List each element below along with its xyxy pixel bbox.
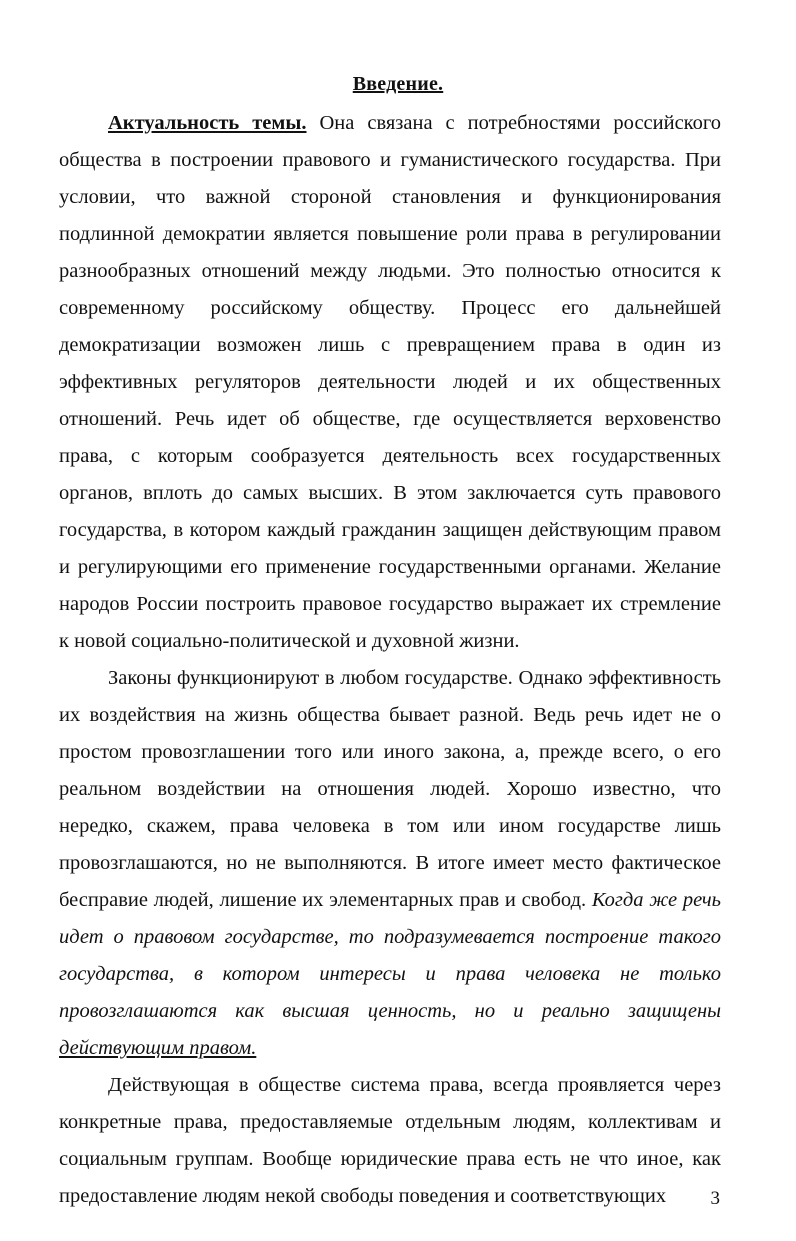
- paragraph-text: Действующая в обществе система права, всегда проявляется через конкретные права, предоставляемые отдельным людям, коллективам и социальным группам. Вообще юридические права есть не что иное, как предоставление людям некой свободы поведения и соответствующих: [59, 1074, 721, 1207]
- body-text: [59, 105, 721, 1215]
- paragraph-system-of-law: [59, 1067, 721, 1215]
- paragraph-relevance: [59, 105, 721, 660]
- section-heading: Введение.: [352, 73, 444, 95]
- paragraph-text: Она связана с потребностями российского общества в построении правового и гуманистического государства. При условии, что важной стороной становления и функционирования подлинной демократии является повышение роли права в регулировании разнообразных отношений между людьми. Это полностью относится к современному российскому обществу. Процесс его дальнейшей демократизации возможен лишь с превращением права в один из эффективных регуляторов деятельности людей и их общественных отношений. Речь идет об обществе, где осуществляется верховенство права, с которым сообразуется деятельность всех государственных органов, вплоть до самых высших. В этом заключается суть правового государства, в котором каждый гражданин защищен действующим правом и регулирующими его применение государственными органами. Желание народов России построить правовое государство выражает их стремление к новой социально-политической и духовной жизни.: [59, 112, 721, 652]
- paragraph-lead: Актуальность темы.: [108, 112, 307, 134]
- page-number: 3: [710, 1188, 720, 1209]
- italic-statement: Когда же речь идет о правовом государстве, то подразумевается построение такого государства, в котором интересы и права человека не только провозглашаются как высшая ценность, но и реально защищены: [59, 889, 722, 1022]
- italic-underlined-phrase: действующим правом.: [59, 1037, 257, 1059]
- paragraph-text: Законы функционируют в любом государстве. Однако эффективность их воздействия на жизнь общества бывает разной. Ведь речь идет не о простом провозглашении того или иного закона, а, прежде всего, о его реальном воздействии на отношения людей. Хорошо известно, что нередко, скажем, права человека в том или ином государстве лишь провозглашаются, но не выполняются. В итоге имеет место фактическое бесправие людей, лишение их элементарных прав и свобод.: [59, 667, 721, 911]
- paragraph-laws: [59, 660, 721, 1067]
